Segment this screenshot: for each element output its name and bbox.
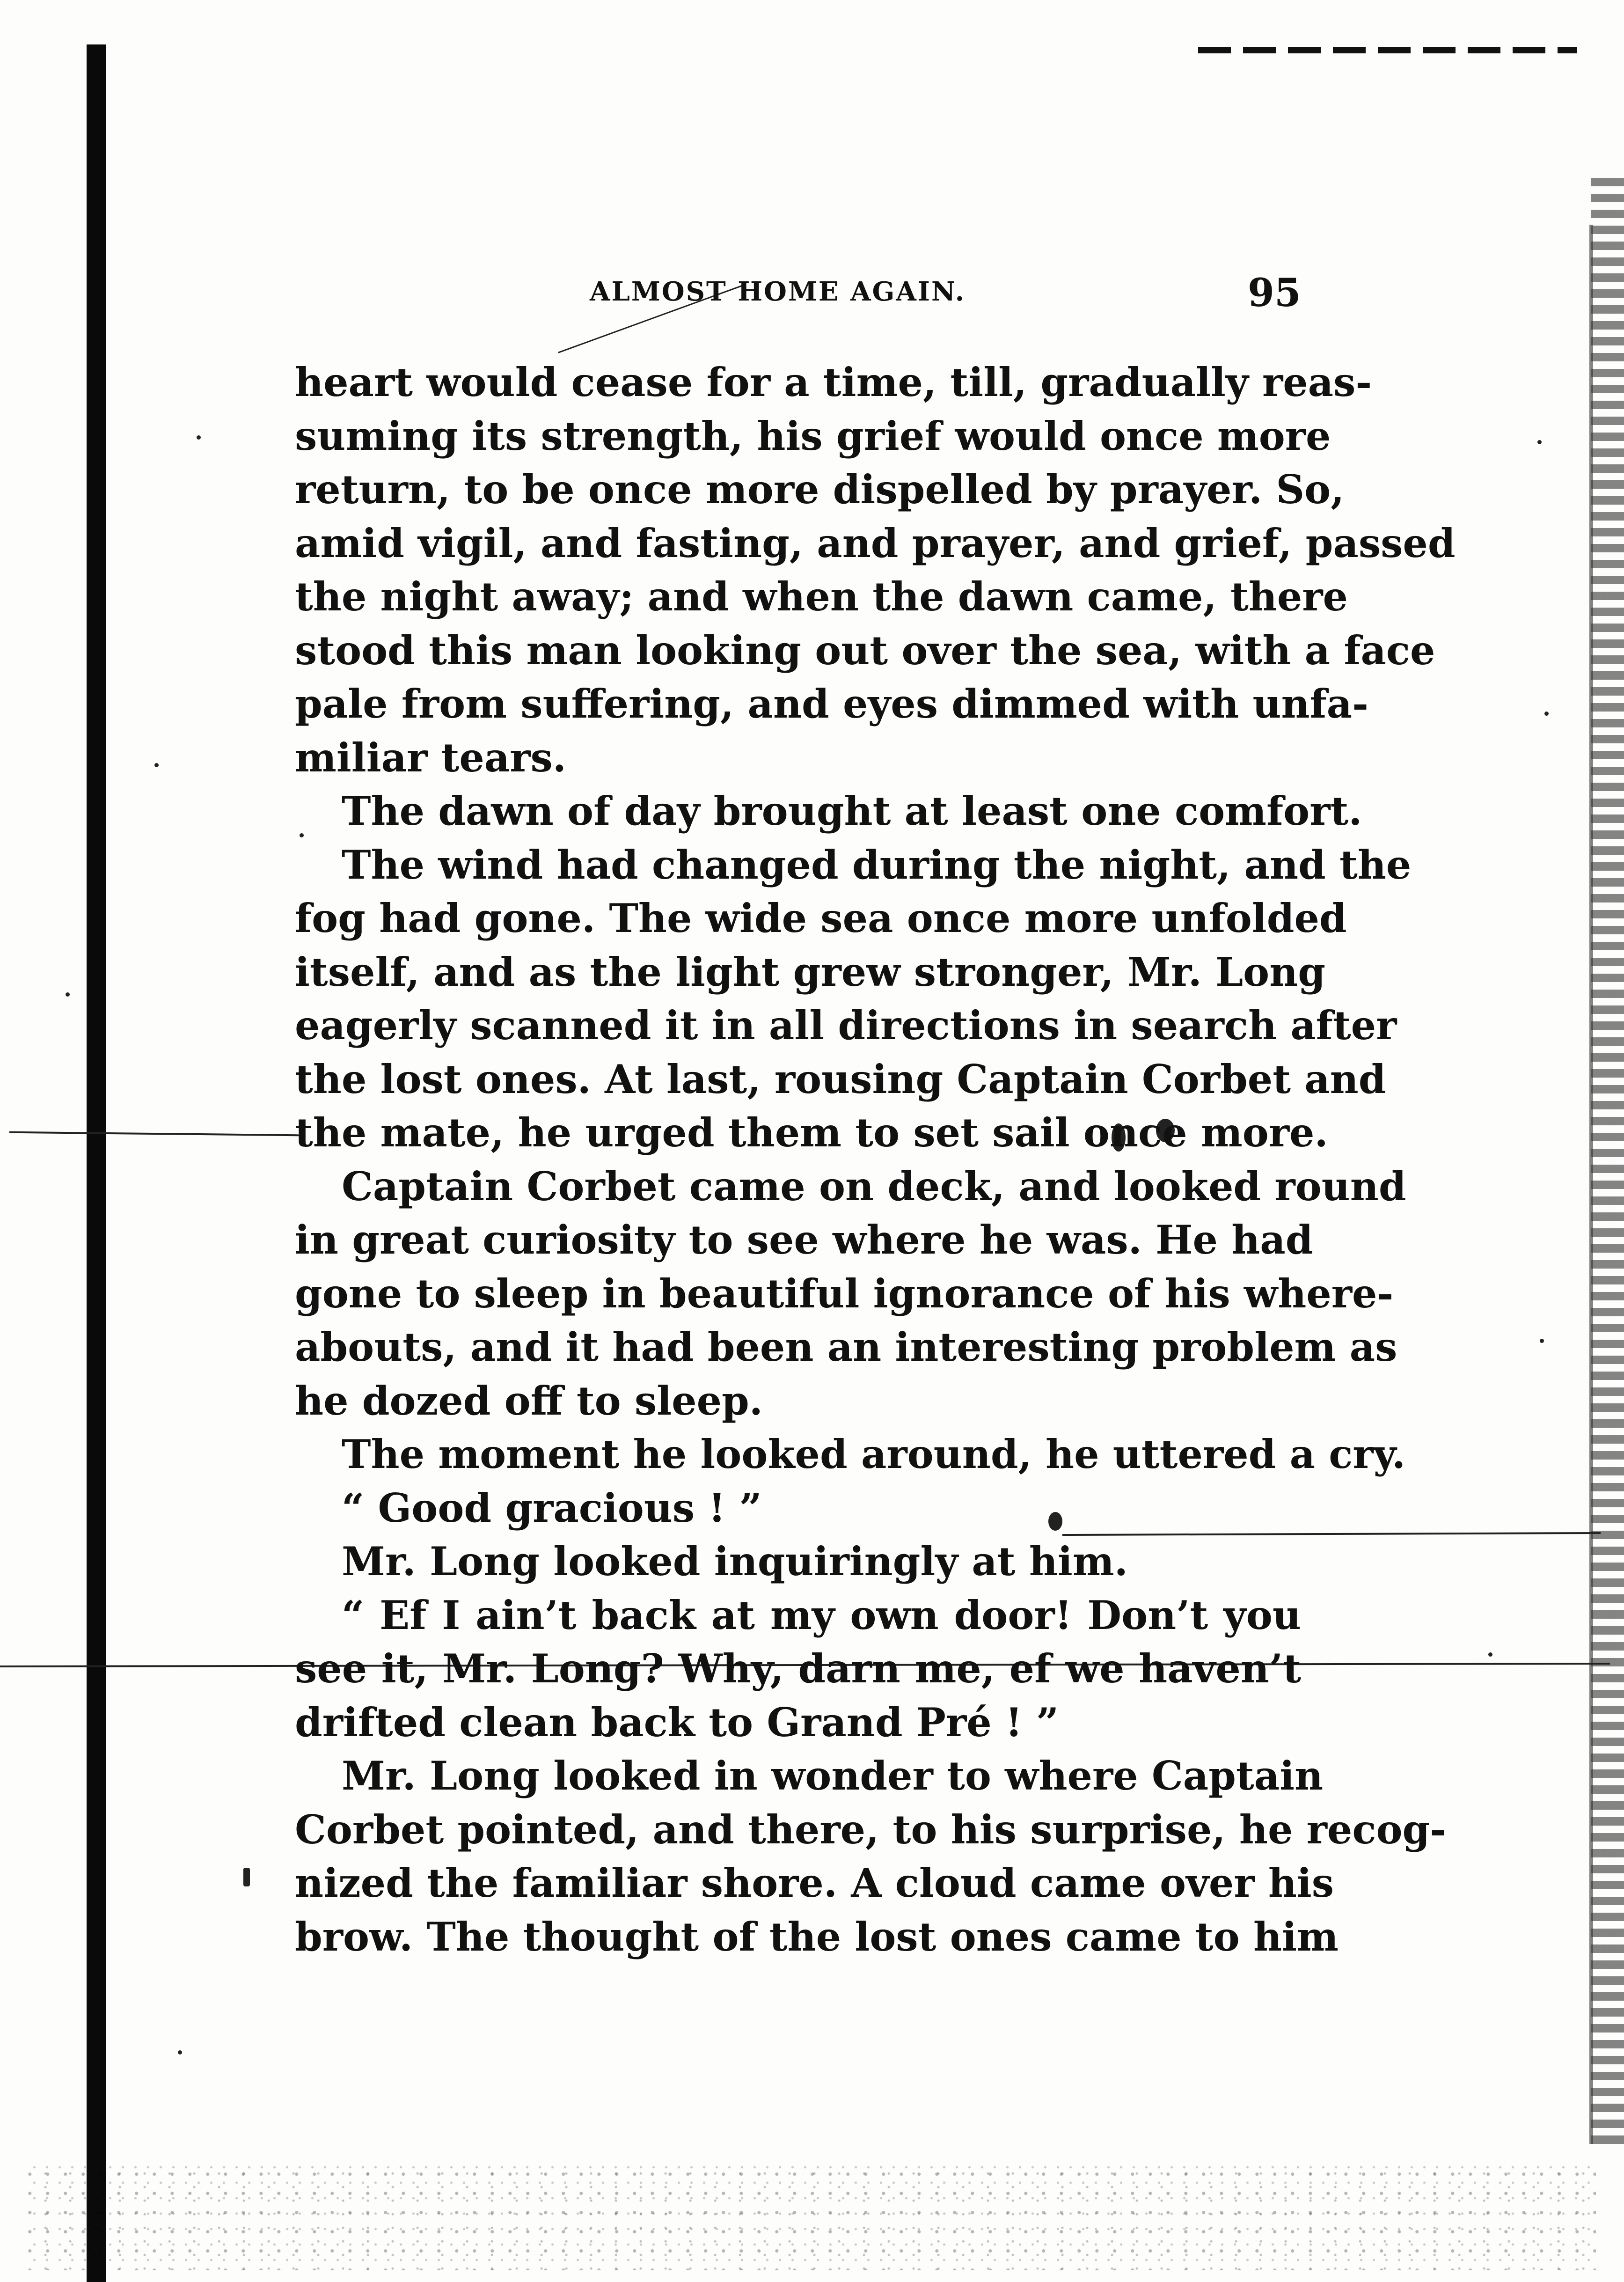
- text-line: heart would cease for a time, till, gradually reas-: [295, 359, 1372, 405]
- text-line: he dozed off to sleep.: [295, 1377, 763, 1424]
- text-line: The wind had changed during the night, and the: [342, 841, 1412, 888]
- text-line: pale from suffering, and eyes dimmed with unfa-: [295, 681, 1368, 727]
- page-header: [290, 271, 1310, 323]
- body-text: [295, 356, 1456, 1964]
- text-line: suming its strength, his grief would once more: [295, 412, 1331, 459]
- text-line: nized the familiar shore. A cloud came over his: [295, 1860, 1334, 1906]
- bottom-scan-noise: [28, 2163, 1596, 2270]
- text-line: itself, and as the light grew stronger, Mr. Long: [295, 948, 1325, 995]
- text-line: the mate, he urged them to set sail once more.: [295, 1109, 1328, 1156]
- text-line: Mr. Long looked in wonder to where Captain: [342, 1753, 1324, 1799]
- right-edge-rule: [1589, 225, 1593, 2144]
- running-head: ALMOST HOME AGAIN.: [590, 276, 966, 307]
- right-scan-edge: [1591, 178, 1624, 2144]
- text-line: brow. The thought of the lost ones came to him: [295, 1913, 1339, 1960]
- text-line: “ Ef I ain’t back at my own door! Don’t you: [342, 1592, 1301, 1638]
- text-line: in great curiosity to see where he was. He had: [295, 1217, 1313, 1263]
- text-line: miliar tears.: [295, 734, 567, 781]
- text-line: amid vigil, and fasting, and prayer, and grief, passed: [295, 520, 1456, 566]
- text-line: gone to sleep in beautiful ignorance of his where-: [295, 1270, 1394, 1317]
- text-line: The dawn of day brought at least one comfort.: [342, 788, 1362, 834]
- binding-shadow: [87, 44, 106, 2282]
- text-line: see it, Mr. Long? Why, darn me, ef we haven’t: [295, 1645, 1301, 1692]
- page-number: 95: [1247, 271, 1301, 316]
- text-line: The moment he looked around, he uttered a cry.: [342, 1431, 1406, 1477]
- text-line: return, to be once more dispelled by prayer. So,: [295, 466, 1345, 513]
- text-line: Captain Corbet came on deck, and looked round: [342, 1163, 1406, 1210]
- text-line: eagerly scanned it in all directions in search after: [295, 1002, 1397, 1049]
- text-line: the lost ones. At last, rousing Captain Corbet and: [295, 1056, 1386, 1102]
- text-line: fog had gone. The wide sea once more unfolded: [295, 895, 1347, 941]
- text-line: Mr. Long looked inquiringly at him.: [342, 1538, 1128, 1585]
- stray-mark: [9, 1131, 300, 1136]
- top-scan-border: [1198, 47, 1577, 53]
- text-line: “ Good gracious ! ”: [342, 1484, 762, 1531]
- text-line: abouts, and it had been an interesting problem as: [295, 1324, 1397, 1370]
- text-line: the night away; and when the dawn came, there: [295, 573, 1348, 620]
- text-line: stood this man looking out over the sea, with a face: [295, 627, 1435, 674]
- text-line: drifted clean back to Grand Pré ! ”: [295, 1699, 1059, 1746]
- text-line: Corbet pointed, and there, to his surprise, he recog-: [295, 1806, 1447, 1853]
